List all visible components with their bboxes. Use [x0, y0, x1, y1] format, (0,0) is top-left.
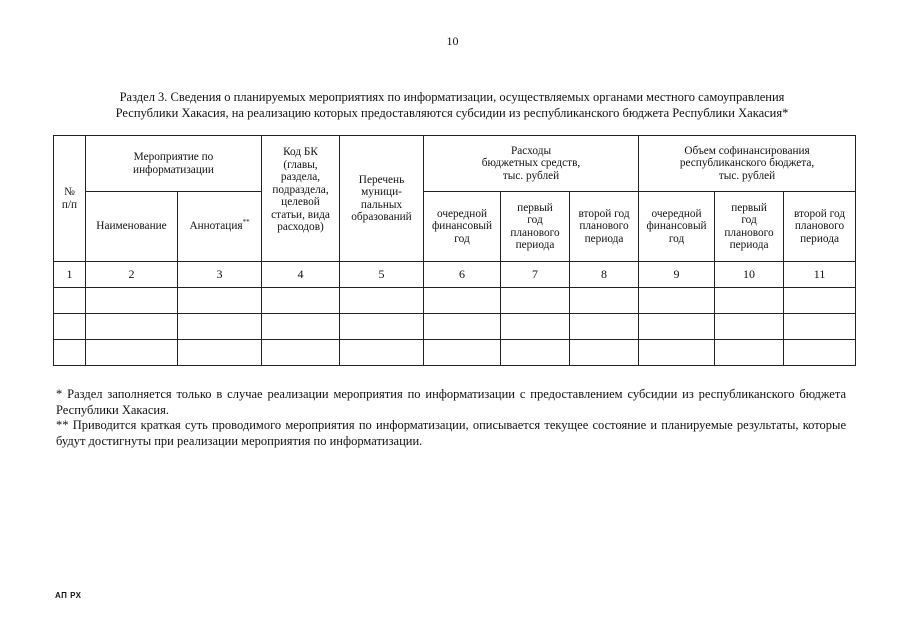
table-row-empty: [54, 314, 856, 340]
table-header-row-1: [54, 136, 856, 192]
header-cofin-next-year: очередной финансовый год: [639, 192, 715, 262]
table-row-empty: [54, 288, 856, 314]
header-expenses-group: Расходы бюджетных средств, тыс. рублей: [424, 136, 639, 192]
footnote-1: * Раздел заполняется только в случае реализации мероприятия по информатизации с предоставлением субсидии из республиканского бюджета Республики Хакасия.: [56, 387, 846, 417]
table-cell[interactable]: [86, 314, 178, 340]
column-number: 7: [501, 262, 570, 288]
table-cell[interactable]: [86, 288, 178, 314]
table-row-empty: [54, 340, 856, 366]
table-cell[interactable]: [178, 288, 262, 314]
table-cell[interactable]: [54, 340, 86, 366]
section-heading: [52, 89, 852, 121]
table-cell[interactable]: [54, 314, 86, 340]
table-cell[interactable]: [424, 314, 501, 340]
table-cell[interactable]: [86, 340, 178, 366]
footnote-2: ** Приводится краткая суть проводимого мероприятия по информатизации, описывается текущее состояние и планируемые результаты, которые будут достигнуты при реализации мероприятия по информатизации.: [56, 418, 846, 448]
column-number: 3: [178, 262, 262, 288]
table-cell[interactable]: [178, 314, 262, 340]
table-cell[interactable]: [340, 340, 424, 366]
table-cell[interactable]: [501, 288, 570, 314]
table-header-row-2: [54, 192, 856, 262]
section-heading-line-1: Раздел 3. Сведения о планируемых мероприятиях по информатизации, осуществляемых органами местного самоуправления: [119, 90, 785, 104]
table-cell[interactable]: [501, 314, 570, 340]
column-number: 11: [784, 262, 856, 288]
table-cell[interactable]: [424, 340, 501, 366]
column-number: 9: [639, 262, 715, 288]
table-cell[interactable]: [715, 314, 784, 340]
table-cell[interactable]: [54, 288, 86, 314]
table-cell[interactable]: [262, 288, 340, 314]
column-number: 5: [340, 262, 424, 288]
table-cell[interactable]: [340, 314, 424, 340]
table-cell[interactable]: [639, 288, 715, 314]
header-cofin-first-year: первый год планового периода: [715, 192, 784, 262]
document-stamp: АП РХ: [55, 591, 82, 600]
column-number: 10: [715, 262, 784, 288]
events-table: [53, 135, 856, 366]
header-cofinancing-group: Объем софинансирования республиканского бюджета, тыс. рублей: [639, 136, 856, 192]
table-cell[interactable]: [639, 314, 715, 340]
header-budget-code: Код БК (главы, раздела, подраздела, целевой статьи, вида расходов): [262, 136, 340, 262]
table-cell[interactable]: [424, 288, 501, 314]
table-cell[interactable]: [784, 314, 856, 340]
header-row-number: № п/п: [54, 136, 86, 262]
table-cell[interactable]: [178, 340, 262, 366]
column-numbers-row: [54, 262, 856, 288]
header-expenses-second-year: второй год планового периода: [570, 192, 639, 262]
header-expenses-first-year: первый год планового периода: [501, 192, 570, 262]
header-municipalities: Перечень муници- пальных образований: [340, 136, 424, 262]
table-cell[interactable]: [570, 314, 639, 340]
table-cell[interactable]: [262, 314, 340, 340]
table-cell[interactable]: [784, 340, 856, 366]
table-cell[interactable]: [715, 340, 784, 366]
header-expenses-next-year: очередной финансовый год: [424, 192, 501, 262]
table-cell[interactable]: [715, 288, 784, 314]
header-annotation: Аннотация**: [178, 192, 262, 262]
section-heading-line-2: Республики Хакасия, на реализацию которых предоставляются субсидии из республиканского бюджета Республики Хакасия*: [115, 106, 789, 120]
column-number: 2: [86, 262, 178, 288]
column-number: 1: [54, 262, 86, 288]
header-name: Наименование: [86, 192, 178, 262]
table-cell[interactable]: [262, 340, 340, 366]
header-event-group: Мероприятие по информатизации: [86, 136, 262, 192]
table-cell[interactable]: [570, 340, 639, 366]
column-number: 8: [570, 262, 639, 288]
header-cofin-second-year: второй год планового периода: [784, 192, 856, 262]
table-cell[interactable]: [784, 288, 856, 314]
page-number: 10: [446, 34, 459, 48]
table-cell[interactable]: [340, 288, 424, 314]
table-cell[interactable]: [639, 340, 715, 366]
table-cell[interactable]: [501, 340, 570, 366]
column-number: 6: [424, 262, 501, 288]
footnotes: [56, 387, 846, 449]
column-number: 4: [262, 262, 340, 288]
table-cell[interactable]: [570, 288, 639, 314]
